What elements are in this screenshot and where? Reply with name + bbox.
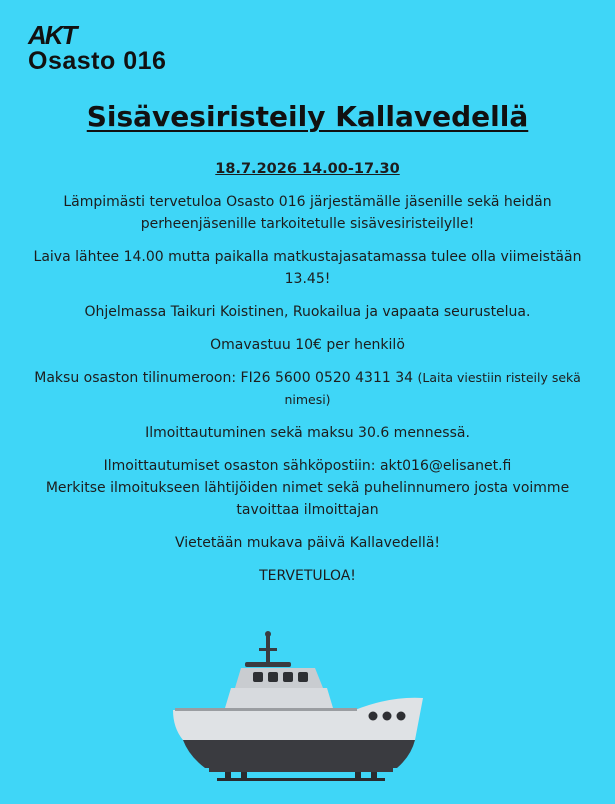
registration-instructions: Merkitse ilmoitukseen lähtijöiden nimet sekä puhelinnumero josta voimme tavoittaa ilmoittajan [45, 480, 570, 518]
ship-stand [241, 772, 247, 778]
payment-account: Maksu osaston tilinumeroon: FI26 5600 0520 4311 34 [34, 370, 414, 386]
logo-mark: AKT [28, 20, 76, 50]
ship-stand [371, 772, 377, 778]
deadline-text: Ilmoittautuminen sekä maksu 30.6 mennessä. [145, 425, 470, 441]
ship-mast-crossbar [259, 648, 277, 651]
ship-window [268, 672, 278, 682]
ship-window [253, 672, 263, 682]
ship-icon [165, 628, 435, 804]
registration-text [18, 455, 597, 521]
ship-deck-line [175, 708, 357, 711]
page-title: Sisävesiristeily Kallavedellä [86, 100, 529, 133]
welcome-text: Lämpimästi tervetuloa Osasto 016 järjestämälle jäsenille sekä heidän perheenjäsenille tarkoitetulle sisävesiristeilylle! [63, 194, 552, 232]
ship-radar [245, 662, 291, 667]
ship-window [298, 672, 308, 682]
welcome-caps: TERVETULOA! [259, 568, 356, 584]
ship-mast-top [265, 631, 271, 637]
ship-keel [209, 768, 393, 772]
ship-lower-hull [183, 740, 415, 768]
ship-porthole [383, 712, 392, 721]
event-details [18, 158, 597, 598]
logo [28, 22, 166, 74]
departure-text: Laiva lähtee 14.00 mutta paikalla matkustajasatamassa tulee olla viimeistään 13.45! [33, 249, 582, 287]
ship-stand [355, 772, 361, 778]
ship-stand [225, 772, 231, 778]
ship-porthole [369, 712, 378, 721]
payment-note: (Laita viestiin risteily sekä nimesi) [284, 370, 581, 407]
payment-text [18, 367, 597, 411]
ship-ground-line [217, 778, 385, 781]
ship-lower-cabin [225, 688, 333, 708]
fee-text: Omavastuu 10€ per henkilö [210, 337, 405, 353]
ship-window [283, 672, 293, 682]
closing-text: Vietetään mukava päivä Kallavedellä! [174, 535, 441, 551]
ship-upper-cabin [235, 668, 323, 688]
ship-porthole [397, 712, 406, 721]
event-date: 18.7.2026 14.00-17.30 [215, 161, 400, 177]
program-text: Ohjelmassa Taikuri Koistinen, Ruokailua ja vapaata seurustelua. [84, 304, 531, 320]
registration-email: Ilmoittautumiset osaston sähköpostiin: akt016@elisanet.fi [103, 458, 512, 474]
logo-name: Osasto 016 [28, 47, 167, 75]
